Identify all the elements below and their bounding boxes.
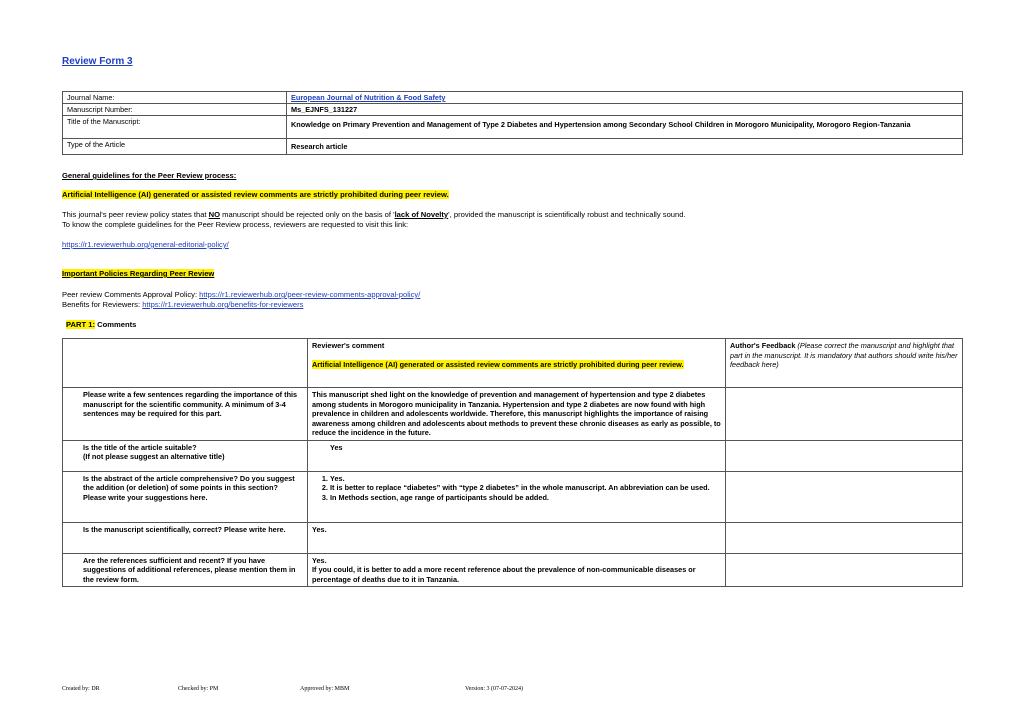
title-label: Title of the Manuscript: [63,116,287,139]
author-header-italic: (Please correct the manuscript and highlight that part in the manuscript. It is mandatory that authors should write his/her feedback here) [730,341,958,369]
comment-line: Yes. [312,555,327,565]
reviewer-ai-notice-text: Artificial Intelligence (AI) generated or assisted review comments are strictly prohibited during peer review. [312,359,684,369]
author-feedback-cell[interactable] [726,388,963,441]
part-title: Comments [94,320,137,329]
guidelines-link-row [62,240,229,250]
comment-cell[interactable]: This manuscript shed light on the knowledge of prevention and management of hypertension and type 2 diabetes among students in Morogoro municipality in Tanzania. Hypertension and type 2 diabetes are now found with high prevalence in children and adolescents worldwide. Therefore, this manuscript highlights the importance of raising awareness among children and adolescents about methods to prevent these chronic diseases as early as possible, to reduce the incidence in the future. [308,388,726,441]
table-row [63,522,963,553]
policy-no: NO [208,210,221,219]
benefits-link[interactable]: https://r1.reviewerhub.org/benefits-for-reviewers [142,300,304,309]
policy-pre: This journal's peer review policy states that [62,210,209,219]
policy-post: ', provided the manuscript is scientifically robust and technically sound. [448,210,686,219]
author-header-bold: Author's Feedback [730,341,796,350]
journal-value [287,92,963,104]
title-row [63,116,963,139]
table-row [63,440,963,471]
question-cell: Is the manuscript scientifically, correct? Please write here. [63,522,308,553]
comment-cell[interactable] [308,553,726,587]
comment-cell[interactable]: Yes [308,440,726,471]
approval-link[interactable]: https://r1.reviewerhub.org/peer-review-comments-approval-policy/ [199,290,421,299]
author-feedback-cell[interactable] [726,471,963,522]
policies-heading [62,269,214,279]
author-feedback-cell[interactable] [726,553,963,587]
guidelines-heading: General guidelines for the Peer Review process: [62,171,237,180]
question-cell [63,440,308,471]
guidelines-link[interactable]: https://r1.reviewerhub.org/general-editorial-policy/ [62,240,229,249]
policy-novelty: lack of Novelty [394,210,449,219]
policies-links [62,290,420,310]
table-row [63,471,963,522]
type-row [63,139,963,155]
reviewer-header: Reviewer's comment [312,341,385,350]
author-header-cell [726,339,963,388]
title-value: Knowledge on Primary Prevention and Management of Type 2 Diabetes and Hypertension among Secondary School Children in Morogoro Municipality, Morogoro Region-Tanzania [287,116,963,139]
footer-checked: Checked by: PM [178,686,219,692]
policy-line2: To know the complete guidelines for the Peer Review process, reviewers are requested to visit this link: [62,220,409,229]
reviewer-ai-notice [312,360,721,370]
list-item: 3. In Methods section, age range of participants should be added. [330,493,721,503]
comment-list [312,474,721,503]
journal-label: Journal Name: [63,92,287,104]
question-cell: Is the abstract of the article comprehensive? Do you suggest the addition (or deletion) of some points in this section? Please write your suggestions here. [63,471,308,522]
footer-created: Created by: DR [62,686,100,692]
ai-notice-text: Artificial Intelligence (AI) generated or assisted review comments are strictly prohibited during peer review. [62,190,449,199]
comments-header-row [63,339,963,388]
list-item: 2. It is better to replace “diabetes” with “type 2 diabetes” in the whole manuscript. An abbreviation can be used. [330,483,721,493]
approval-label: Peer review Comments Approval Policy: [62,290,200,299]
policy-mid: manuscript should be rejected only on the basis of ' [220,210,395,219]
question-cell: Are the references sufficient and recent? If you have suggestions of additional references, please mention them in the review form. [63,553,308,587]
comments-table [62,338,963,587]
reviewer-header-cell [308,339,726,388]
author-feedback-cell[interactable] [726,440,963,471]
manuscript-row [63,104,963,116]
table-row [63,388,963,441]
comment-line: If you could, it is better to add a more recent reference about the prevalence of non-communicable diseases or percentage of deaths due to it in Tanzania. [312,565,696,584]
list-item: 1. Yes. [330,474,721,484]
author-feedback-cell[interactable] [726,522,963,553]
benefits-label: Benefits for Reviewers: [62,300,143,309]
header-empty-cell [63,339,308,388]
ai-notice [62,190,449,200]
part-label: PART 1: [66,320,95,329]
footer-approved: Approved by: MBM [300,686,350,692]
journal-info-table [62,91,963,155]
manuscript-value: Ms_EJNFS_131227 [287,104,963,116]
type-value: Research article [287,139,963,155]
journal-row [63,92,963,104]
manuscript-label: Manuscript Number: [63,104,287,116]
part-heading [66,320,136,330]
question-line: (If not please suggest an alternative title) [83,452,225,461]
comment-cell[interactable]: Yes. [308,522,726,553]
policies-heading-text: Important Policies Regarding Peer Review [62,269,215,278]
comment-cell[interactable] [308,471,726,522]
journal-link[interactable]: European Journal of Nutrition & Food Safety [291,93,446,102]
question-cell: Please write a few sentences regarding the importance of this manuscript for the scientific community. A minimum of 3-4 sentences may be required for this part. [63,388,308,441]
form-title[interactable]: Review Form 3 [62,56,133,67]
type-label: Type of the Article [63,139,287,155]
table-row [63,553,963,587]
footer-version: Version: 3 (07-07-2024) [465,686,523,692]
question-line: Is the title of the article suitable? [83,442,197,452]
policy-statement [62,210,686,230]
